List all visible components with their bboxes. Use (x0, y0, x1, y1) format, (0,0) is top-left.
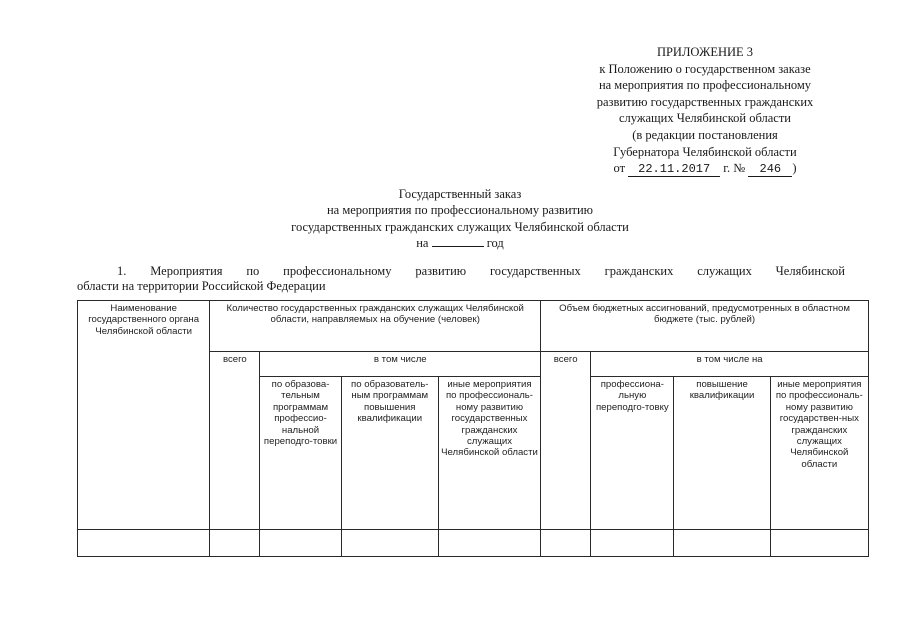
title-line: государственных гражданских служащих Челябинской области (291, 219, 629, 234)
appendix-line: Губернатора Челябинской области (613, 144, 797, 159)
header-count-other: иные мероприятия по профессиональ-ному развитию государственных гражданских служащих Челябинской области (438, 377, 540, 530)
header-count-retraining: по образова-тельным программам профессио-нальной переподго-товки (260, 377, 341, 530)
title-line: Государственный заказ (398, 187, 522, 201)
order-table (77, 300, 869, 557)
header-count-including: в том числе (260, 352, 541, 377)
year-prefix: на (416, 236, 429, 251)
appendix-heading: ПРИЛОЖЕНИЕ 3 (656, 45, 754, 59)
header-count-group: Количество государственных гражданских служащих Челябинской области, направляемых на обучение (человек) (210, 301, 541, 352)
table-cell (541, 530, 591, 557)
appendix-line: (в редакции постановления (632, 127, 778, 142)
header-count-total: всего (210, 352, 260, 530)
title-line: на мероприятия по профессиональному развитию (326, 203, 594, 218)
closing-paren: ) (792, 161, 797, 176)
date-prefix: от (613, 161, 626, 176)
title-year-line (230, 235, 690, 251)
header-budget-total: всего (541, 352, 591, 530)
number-value: 246 (748, 162, 792, 177)
section-heading (77, 264, 845, 294)
year-suffix: год (486, 236, 504, 251)
header-budget-group: Объем бюджетных ассигнований, предусмотренных в областном бюджете (тыс. рублей) (541, 301, 869, 352)
header-budget-including: в том числе на (591, 352, 869, 377)
section-line: 1. Мероприятия по профессиональному развитию государственных гражданских служащих Челябинской (117, 264, 845, 278)
table-cell (438, 530, 540, 557)
table-cell (260, 530, 341, 557)
table-cell (78, 530, 210, 557)
table-cell (591, 530, 674, 557)
header-count-qualification: по образователь-ным программам повышения квалификации (341, 377, 438, 530)
header-organ-name: Наименование государственного органа Челябинской области (78, 301, 210, 530)
header-budget-qualification: повышение квалификации (674, 377, 770, 530)
table-cell (341, 530, 438, 557)
document-title (230, 186, 690, 252)
appendix-line: служащих Челябинской области (619, 111, 791, 126)
date-suffix: г. № (723, 161, 746, 176)
table-header-row (78, 301, 869, 352)
appendix-line: развитию государственных гражданских (596, 94, 814, 109)
appendix-header (560, 44, 850, 177)
appendix-line: на мероприятия по профессиональному (598, 78, 812, 93)
table-cell (770, 530, 868, 557)
section-line: области на территории Российской Федерации (77, 279, 326, 293)
header-budget-retraining: профессиона-льную переподго-товку (591, 377, 674, 530)
table-cell (674, 530, 770, 557)
table-cell (210, 530, 260, 557)
appendix-date-line (560, 160, 850, 177)
table-row (78, 530, 869, 557)
date-value: 22.11.2017 (628, 162, 720, 177)
appendix-line: к Положению о государственном заказе (599, 61, 811, 76)
header-budget-other: иные мероприятия по профессиональ-ному развитию государствен-ных гражданских служащих Челябинской области (770, 377, 868, 530)
year-blank (432, 235, 484, 247)
